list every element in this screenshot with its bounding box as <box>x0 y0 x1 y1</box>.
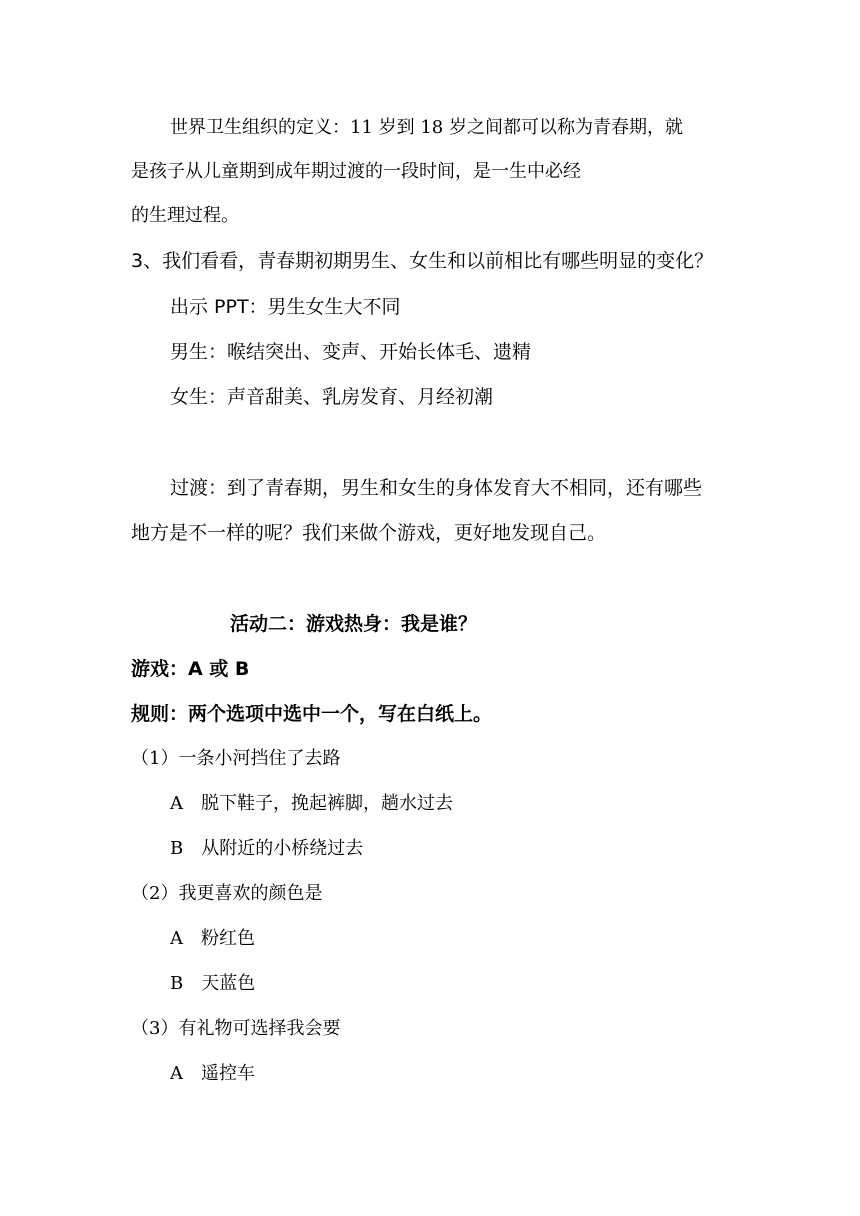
question-1-prompt: （1）一条小河挡住了去路 <box>131 748 341 769</box>
question-3: 3、我们看看，青春期初期男生、女生和以前相比有哪些明显的变化？ <box>131 250 714 272</box>
ppt-line: 出示 PPT：男生女生大不同 <box>170 296 401 318</box>
question-2-option-a: A 粉红色 <box>170 928 255 949</box>
transition-line-2: 地方是不一样的呢？我们来做个游戏，更好地发现自己。 <box>131 522 607 544</box>
who-definition-line-1: 世界卫生组织的定义：11 岁到 18 岁之间都可以称为青春期，就 <box>170 117 683 138</box>
question-2-prompt: （2）我更喜欢的颜色是 <box>131 883 323 904</box>
who-definition-line-3: 的生理过程。 <box>131 205 239 226</box>
question-1-option-b: B 从附近的小桥绕过去 <box>170 838 364 859</box>
transition-line-1: 过渡：到了青春期，男生和女生的身体发育大不相同，还有哪些 <box>170 477 703 499</box>
girls-changes: 女生：声音甜美、乳房发育、月经初潮 <box>170 386 494 408</box>
rules-line: 规则：两个选项中选中一个，写在白纸上。 <box>131 703 493 725</box>
question-2-option-b: B 天蓝色 <box>170 973 256 994</box>
who-definition-line-2: 是孩子从儿童期到成年期过渡的一段时间，是一生中必经 <box>131 161 581 182</box>
question-1-option-a: A 脱下鞋子，挽起裤脚，趟水过去 <box>170 793 453 814</box>
question-3-prompt: （3）有礼物可选择我会要 <box>131 1018 341 1039</box>
boys-changes: 男生：喉结突出、变声、开始长体毛、遗精 <box>170 341 532 363</box>
activity-title: 活动二：游戏热身：我是谁？ <box>230 613 478 635</box>
question-3-option-a: A 遥控车 <box>170 1063 255 1084</box>
game-label: 游戏：A 或 B <box>131 658 250 680</box>
